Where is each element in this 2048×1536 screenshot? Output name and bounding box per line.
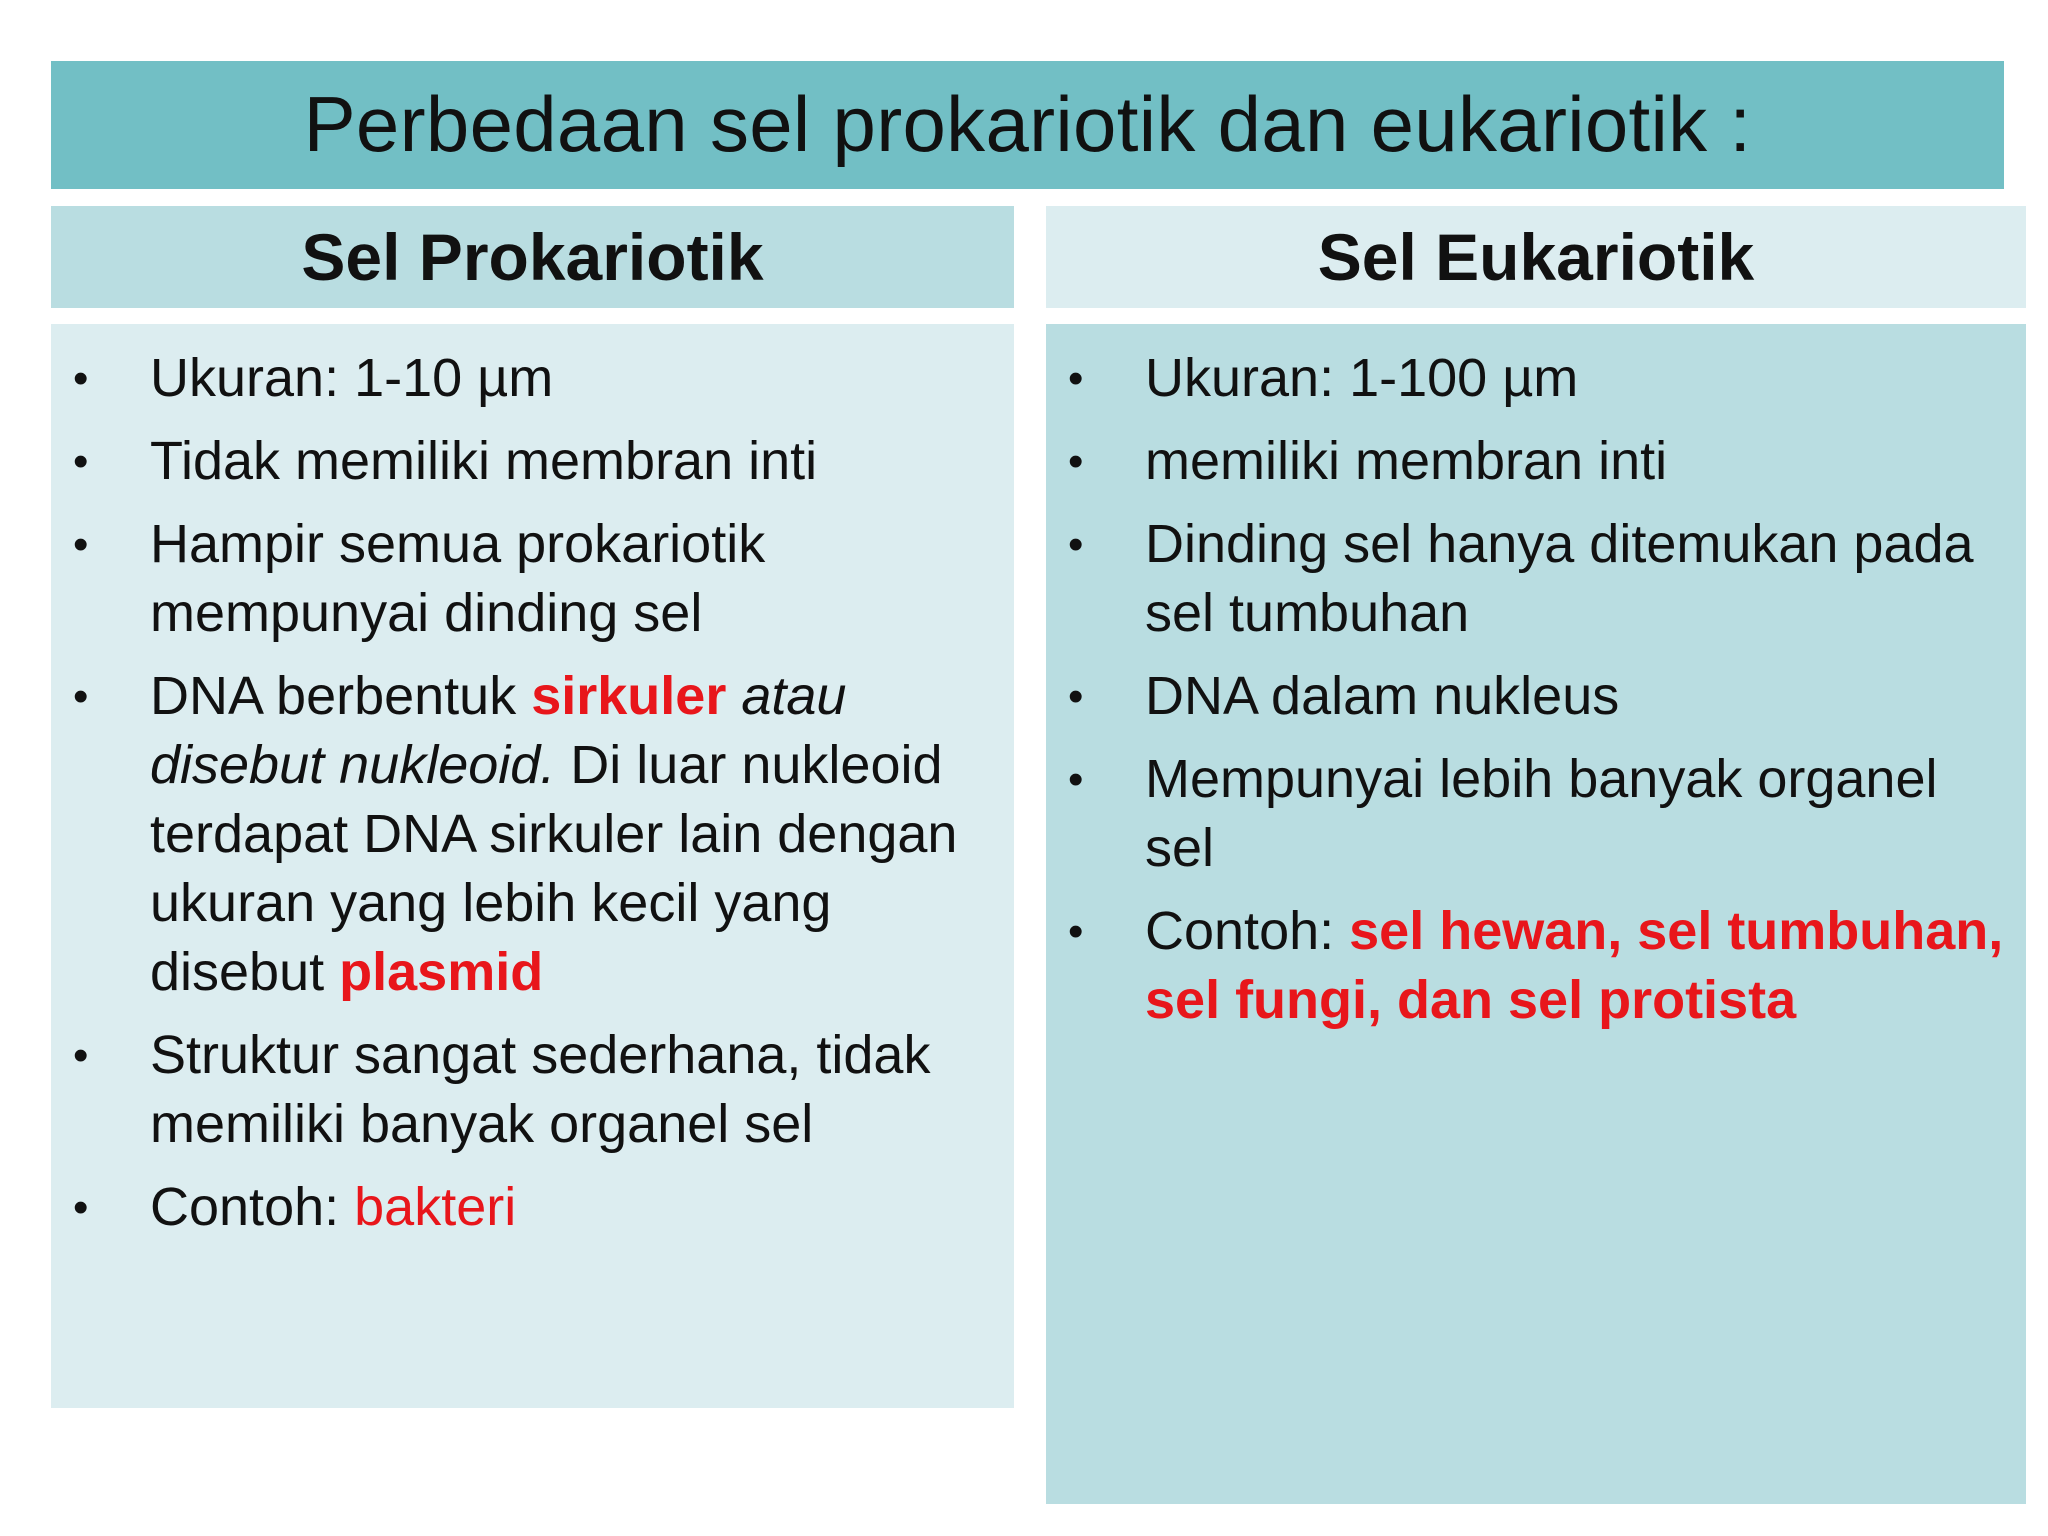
highlight-text: plasmid [339, 942, 544, 1002]
item-text: DNA berbentuk [150, 666, 532, 726]
bullet-icon: • [73, 672, 89, 721]
prokariotik-list-panel [51, 324, 1014, 1408]
slide-title: Perbedaan sel prokariotik dan eukariotik : [303, 80, 1752, 168]
list-item [1046, 662, 2026, 731]
item-text: Struktur sangat sederhana, tidak memiliki banyak organel sel [150, 1025, 931, 1154]
eukariotik-list [1046, 344, 2026, 1035]
highlight-text: bakteri [354, 1177, 517, 1237]
bullet-icon: • [73, 437, 89, 486]
italic-text: atau disebut nukleoid. [150, 666, 847, 795]
list-item [1046, 344, 2026, 413]
item-text: Dinding sel hanya ditemukan pada sel tumbuhan [1145, 514, 1974, 643]
eukariotik-header: Sel Eukariotik [1046, 206, 2026, 308]
list-item [51, 427, 1014, 496]
highlight-text: sirkuler [531, 666, 727, 726]
item-text: Mempunyai lebih banyak organel sel [1145, 749, 1938, 878]
list-item [51, 1021, 1014, 1159]
bullet-icon: • [73, 1183, 89, 1232]
bullet-icon: • [73, 1031, 89, 1080]
bullet-icon: • [1068, 907, 1084, 956]
list-item [51, 1173, 1014, 1242]
list-item [51, 344, 1014, 413]
item-text: DNA dalam nukleus [1145, 666, 1620, 726]
list-item [1046, 745, 2026, 883]
eukariotik-list-panel [1046, 324, 2026, 1504]
item-text: Hampir semua prokariotik mempunyai dinding sel [150, 514, 766, 643]
prokariotik-header: Sel Prokariotik [51, 206, 1014, 308]
bullet-icon: • [73, 354, 89, 403]
list-item [1046, 427, 2026, 496]
item-text: Di luar nukleoid terdapat DNA sirkuler lain dengan ukuran yang lebih kecil yang disebut [150, 735, 958, 1002]
bullet-icon: • [1068, 437, 1084, 486]
list-item [1046, 897, 2026, 1035]
highlight-text: sel hewan, sel tumbuhan, sel fungi, dan sel protista [1145, 901, 2004, 1030]
bullet-icon: • [73, 520, 89, 569]
item-text: Ukuran: 1-100 µm [1145, 348, 1579, 408]
item-label: Contoh: [150, 1177, 355, 1237]
prokariotik-list [51, 344, 1014, 1242]
bullet-icon: • [1068, 354, 1084, 403]
list-item [51, 510, 1014, 648]
item-text: Tidak memiliki membran inti [150, 431, 818, 491]
list-item [51, 662, 1014, 1007]
item-label: Contoh: [1145, 901, 1350, 961]
bullet-icon: • [1068, 672, 1084, 721]
bullet-icon: • [1068, 755, 1084, 804]
item-text: Ukuran: 1-10 µm [150, 348, 554, 408]
bullet-icon: • [1068, 520, 1084, 569]
list-item [1046, 510, 2026, 648]
item-text: memiliki membran inti [1145, 431, 1668, 491]
title-bar [51, 61, 2004, 189]
